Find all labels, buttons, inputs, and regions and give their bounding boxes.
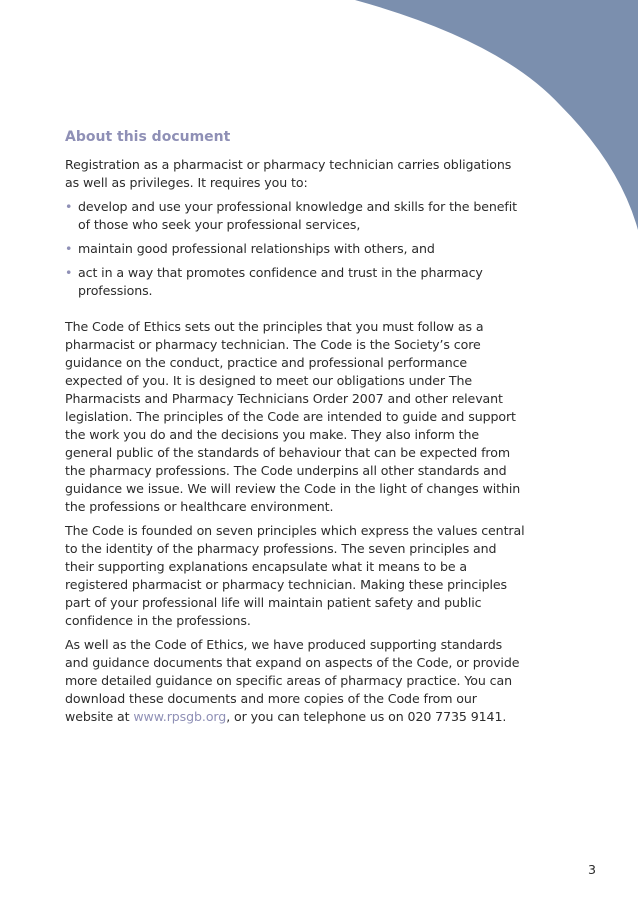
document-body [65, 128, 525, 732]
website-link[interactable]: www.rpsgb.org [133, 709, 227, 724]
bullet-icon: • [65, 199, 73, 214]
obligations-list [65, 198, 525, 300]
list-item [65, 240, 525, 258]
bullet-icon: • [65, 241, 73, 256]
list-item-text: maintain good professional relationships with others, and [78, 241, 435, 256]
seven-principles-paragraph: The Code is founded on seven principles which express the values central to the identity of the pharmacy professions. The seven principles and their supporting explanations encapsulate what it means to be a registered pharmacist or pharmacy technician. Making these principles part of your professional life will maintain patient safety and public confidence in the professions. [65, 523, 525, 628]
list-item-text: develop and use your professional knowledge and skills for the benefit of those who seek your professional services, [78, 199, 517, 232]
list-item-text: act in a way that promotes confidence and trust in the pharmacy professions. [78, 265, 483, 298]
intro-paragraph: Registration as a pharmacist or pharmacy technician carries obligations as well as privileges. It requires you to: [65, 157, 512, 190]
section-heading: About this document [65, 129, 231, 145]
list-item [65, 264, 525, 300]
supporting-documents-paragraph [65, 636, 525, 726]
paragraph-text: As well as the Code of Ethics, we have produced supporting standards and guidance documents that expand on aspects of the Code, or provide more detailed guidance on specific areas of pharmacy practice. You can download these documents and more copies of the Code from our website at [65, 637, 520, 724]
bullet-icon: • [65, 265, 73, 280]
list-item [65, 198, 525, 234]
code-of-ethics-paragraph: The Code of Ethics sets out the principles that you must follow as a pharmacist or pharmacy technician. The Code is the Society’s core guidance on the conduct, practice and professional performance expected of you. It is designed to meet our obligations under The Pharmacists and Pharmacy Technicians Order 2007 and other relevant legislation. The principles of the Code are intended to guide and support the work you do and the decisions you make. They also inform the general public of the standards of behaviour that can be expected from the pharmacy professions. The Code underpins all other standards and guidance we issue. We will review the Code in the light of changes within the professions or healthcare environment. [65, 319, 521, 514]
page-number: 3 [587, 862, 596, 877]
paragraph-text: , or you can telephone us on 020 7735 9141. [226, 709, 507, 724]
